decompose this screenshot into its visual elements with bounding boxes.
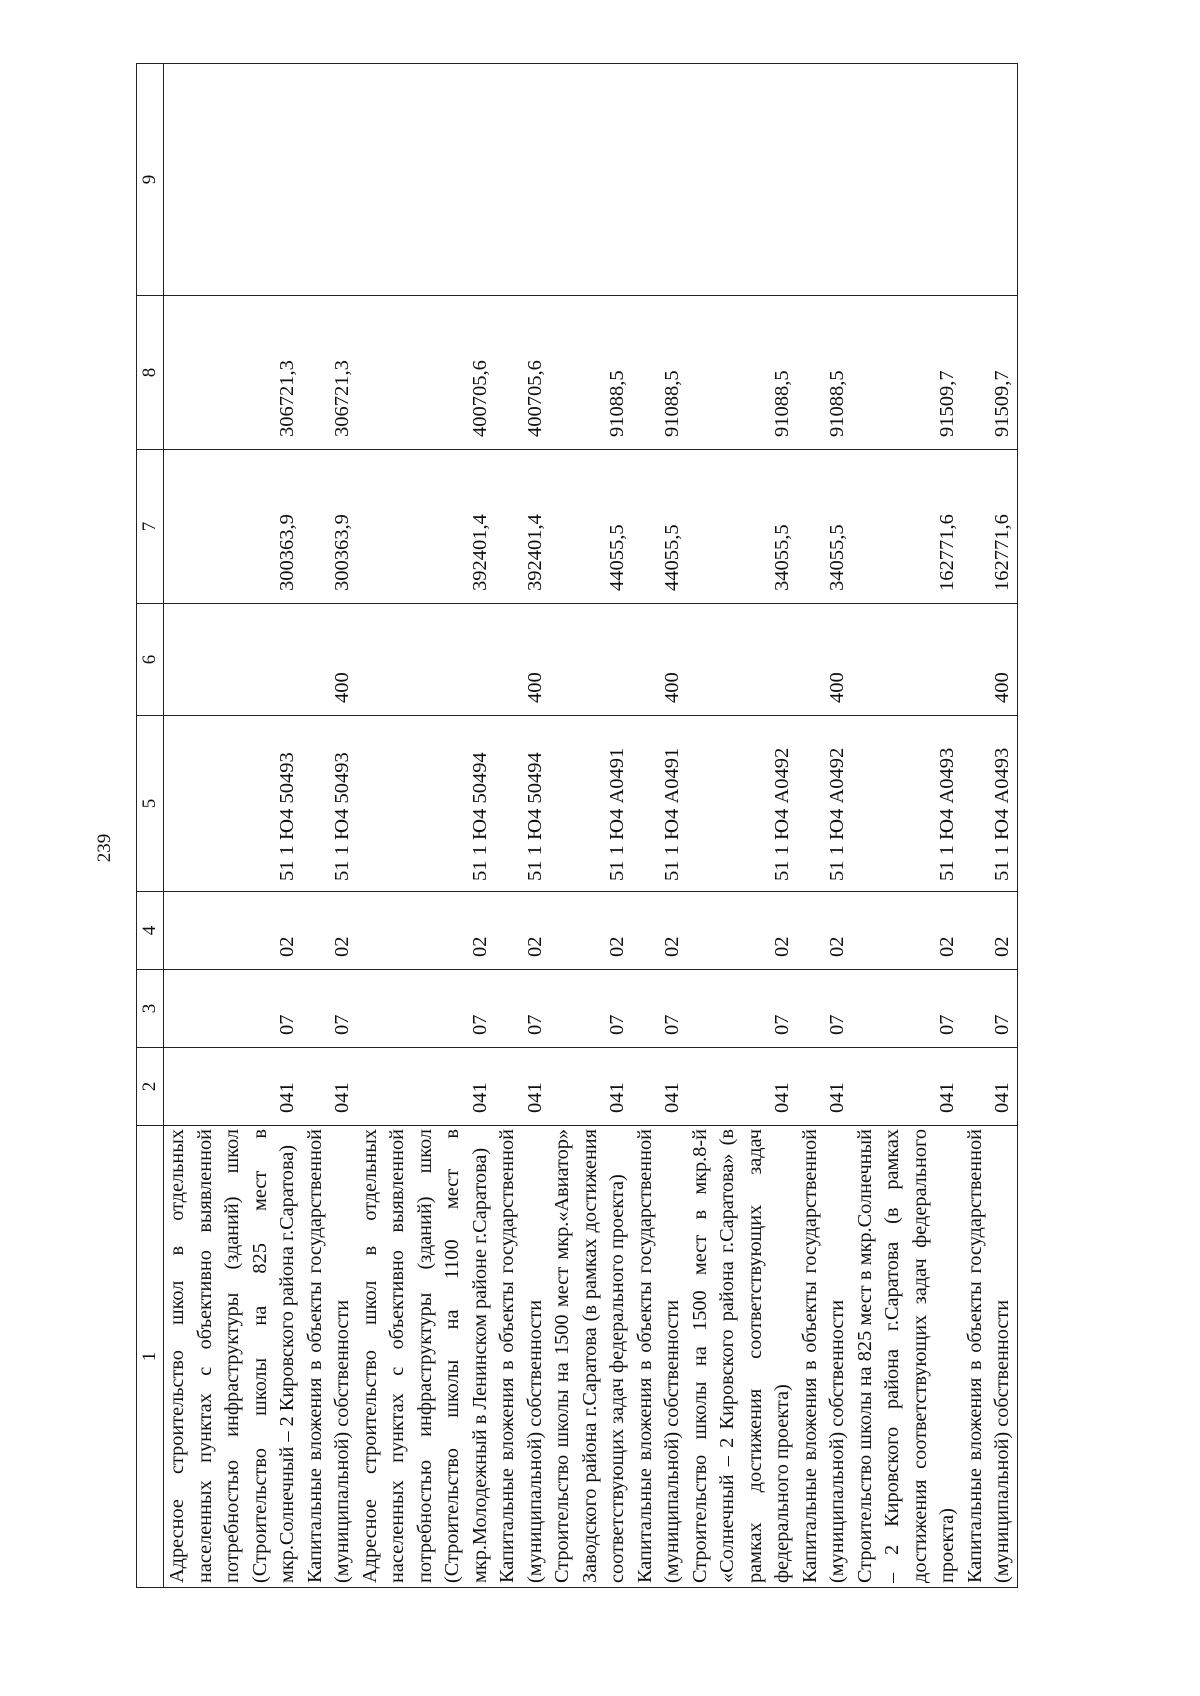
header-col-3: 3 xyxy=(137,970,164,1048)
row-subsection: 02 xyxy=(494,892,549,970)
row-description: Адресное строительство школ в отдельных населенных пунктах с объективно выявленной потребностью инфраструктуры (зданий) школ (Строительство школы на 825 мест в мкр.Солнечный – 2 Кировского района г.Саратова) xyxy=(164,1126,302,1588)
row-section: 07 xyxy=(632,970,687,1048)
row-description: Строительство школы на 1500 мест мкр.«Авиатор» Заводского района г.Саратова (в рамках достижения соответствующих задач федерального проекта) xyxy=(549,1126,632,1588)
row-description: Капитальные вложения в объекты государственной (муниципальной) собственности xyxy=(494,1126,549,1588)
row-ministry-code: 041 xyxy=(797,1048,852,1126)
row-target-article: 51 1 Ю4 А0491 xyxy=(632,716,687,892)
row-ministry-code: 041 xyxy=(494,1048,549,1126)
row-section: 07 xyxy=(797,970,852,1048)
row-amount-year-3 xyxy=(164,64,302,296)
row-amount-year-1: 300363,9 xyxy=(302,450,357,604)
row-description: Адресное строительство школ в отдельных населенных пунктах с объективно выявленной потребностью инфраструктуры (зданий) школ (Строительство школы на 1100 мест в мкр.Молодежный в Ленинском районе г.Саратова) xyxy=(357,1126,495,1588)
row-expense-type: 400 xyxy=(797,604,852,716)
table-row xyxy=(494,64,549,1588)
row-amount-year-3 xyxy=(494,64,549,296)
row-expense-type xyxy=(164,604,302,716)
row-expense-type: 400 xyxy=(302,604,357,716)
row-amount-year-3 xyxy=(852,64,962,296)
page-number: 239 xyxy=(94,833,115,863)
row-amount-year-1: 162771,6 xyxy=(962,450,1018,604)
row-section: 07 xyxy=(494,970,549,1048)
row-target-article: 51 1 Ю4 А0493 xyxy=(852,716,962,892)
row-amount-year-1: 300363,9 xyxy=(164,450,302,604)
row-section: 07 xyxy=(852,970,962,1048)
table-row xyxy=(302,64,357,1588)
row-amount-year-1: 392401,4 xyxy=(494,450,549,604)
row-description: Капитальные вложения в объекты государственной (муниципальной) собственности xyxy=(632,1126,687,1588)
row-target-article: 51 1 Ю4 А0492 xyxy=(797,716,852,892)
row-amount-year-2: 91509,7 xyxy=(852,296,962,450)
table-row xyxy=(632,64,687,1588)
header-col-9: 9 xyxy=(137,64,164,296)
row-amount-year-2: 400705,6 xyxy=(494,296,549,450)
row-subsection: 02 xyxy=(549,892,632,970)
row-amount-year-1: 44055,5 xyxy=(549,450,632,604)
header-col-7: 7 xyxy=(137,450,164,604)
row-subsection: 02 xyxy=(962,892,1018,970)
row-description: Капитальные вложения в объекты государственной (муниципальной) собственности xyxy=(797,1126,852,1588)
table-row xyxy=(962,64,1018,1588)
header-col-1: 1 xyxy=(137,1126,164,1588)
row-ministry-code: 041 xyxy=(357,1048,495,1126)
rotated-table-wrapper xyxy=(136,64,1143,1588)
row-target-article: 51 1 Ю4 50494 xyxy=(494,716,549,892)
row-expense-type xyxy=(687,604,797,716)
row-amount-year-1: 34055,5 xyxy=(687,450,797,604)
row-amount-year-3 xyxy=(549,64,632,296)
row-subsection: 02 xyxy=(852,892,962,970)
budget-table xyxy=(136,63,1018,1588)
row-amount-year-2: 91088,5 xyxy=(632,296,687,450)
row-amount-year-2: 306721,3 xyxy=(164,296,302,450)
row-subsection: 02 xyxy=(632,892,687,970)
row-expense-type: 400 xyxy=(494,604,549,716)
row-description: Капитальные вложения в объекты государственной (муниципальной) собственности xyxy=(302,1126,357,1588)
header-col-6: 6 xyxy=(137,604,164,716)
row-amount-year-3 xyxy=(632,64,687,296)
row-section: 07 xyxy=(302,970,357,1048)
header-col-2: 2 xyxy=(137,1048,164,1126)
row-amount-year-1: 162771,6 xyxy=(852,450,962,604)
row-target-article: 51 1 Ю4 50493 xyxy=(164,716,302,892)
row-ministry-code: 041 xyxy=(962,1048,1018,1126)
row-ministry-code: 041 xyxy=(687,1048,797,1126)
table-row xyxy=(164,64,302,1588)
row-amount-year-1: 44055,5 xyxy=(632,450,687,604)
row-ministry-code: 041 xyxy=(549,1048,632,1126)
row-target-article: 51 1 Ю4 А0491 xyxy=(549,716,632,892)
row-amount-year-2: 306721,3 xyxy=(302,296,357,450)
row-target-article: 51 1 Ю4 А0493 xyxy=(962,716,1018,892)
row-amount-year-3 xyxy=(962,64,1018,296)
row-amount-year-3 xyxy=(687,64,797,296)
row-subsection: 02 xyxy=(357,892,495,970)
header-col-8: 8 xyxy=(137,296,164,450)
row-section: 07 xyxy=(962,970,1018,1048)
row-subsection: 02 xyxy=(302,892,357,970)
table-row xyxy=(549,64,632,1588)
row-amount-year-1: 392401,4 xyxy=(357,450,495,604)
row-expense-type xyxy=(852,604,962,716)
row-target-article: 51 1 Ю4 50494 xyxy=(357,716,495,892)
table-header-row xyxy=(137,64,164,1588)
row-amount-year-2: 91088,5 xyxy=(549,296,632,450)
row-section: 07 xyxy=(687,970,797,1048)
row-expense-type xyxy=(357,604,495,716)
row-amount-year-2: 91509,7 xyxy=(962,296,1018,450)
row-section: 07 xyxy=(164,970,302,1048)
row-amount-year-2: 400705,6 xyxy=(357,296,495,450)
row-subsection: 02 xyxy=(797,892,852,970)
table-row xyxy=(687,64,797,1588)
row-amount-year-3 xyxy=(302,64,357,296)
table-row xyxy=(797,64,852,1588)
row-description: Капитальные вложения в объекты государственной (муниципальной) собственности xyxy=(962,1126,1018,1588)
row-expense-type: 400 xyxy=(632,604,687,716)
row-amount-year-2: 91088,5 xyxy=(687,296,797,450)
row-target-article: 51 1 Ю4 50493 xyxy=(302,716,357,892)
row-subsection: 02 xyxy=(164,892,302,970)
row-subsection: 02 xyxy=(687,892,797,970)
row-ministry-code: 041 xyxy=(302,1048,357,1126)
row-section: 07 xyxy=(549,970,632,1048)
row-expense-type xyxy=(549,604,632,716)
row-section: 07 xyxy=(357,970,495,1048)
row-amount-year-2: 91088,5 xyxy=(797,296,852,450)
row-amount-year-3 xyxy=(797,64,852,296)
header-col-4: 4 xyxy=(137,892,164,970)
table-row xyxy=(852,64,962,1588)
row-amount-year-3 xyxy=(357,64,495,296)
row-amount-year-1: 34055,5 xyxy=(797,450,852,604)
row-description: Строительство школы на 825 мест в мкр.Солнечный – 2 Кировского района г.Саратова (в рамках достижения соответствующих задач федерального проекта) xyxy=(852,1126,962,1588)
row-description: Строительство школы на 1500 мест в мкр.8-й «Солнечный – 2 Кировского района г.Саратова» (в рамках достижения соответствующих задач федерального проекта) xyxy=(687,1126,797,1588)
row-ministry-code: 041 xyxy=(164,1048,302,1126)
row-expense-type: 400 xyxy=(962,604,1018,716)
row-target-article: 51 1 Ю4 А0492 xyxy=(687,716,797,892)
header-col-5: 5 xyxy=(137,716,164,892)
table-row xyxy=(357,64,495,1588)
row-ministry-code: 041 xyxy=(852,1048,962,1126)
row-ministry-code: 041 xyxy=(632,1048,687,1126)
